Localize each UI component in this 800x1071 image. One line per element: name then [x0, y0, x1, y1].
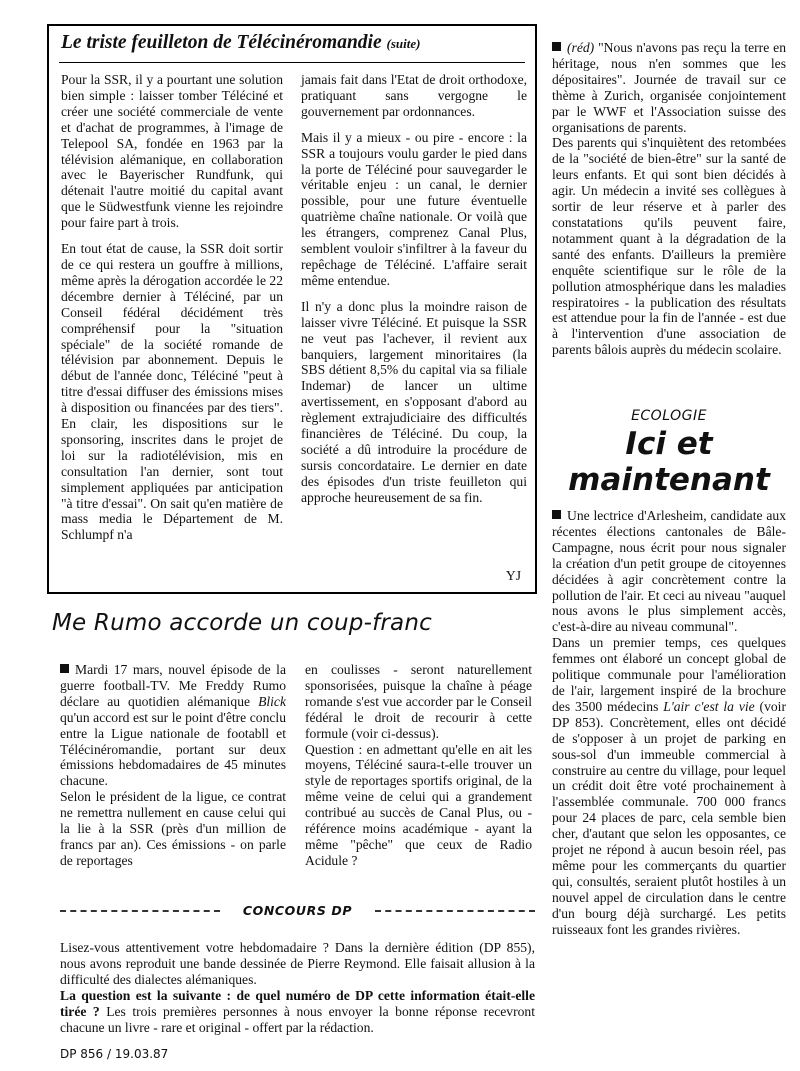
feuilleton-article-box [47, 24, 537, 594]
ecologie-column [552, 508, 786, 937]
feuilleton-paragraph: En tout état de cause, la SSR doit sortir de ce qui restera un gouffre à millions, même après la dérogation accordée le 22 décembre dernier à Téléciné, par un Conseil fédéral décidément très compréhensif pour la "situation spéciale" de la société romande de télévision par abonnement. Depuis le début de l'année donc, Téléciné "peut à titre d'essai diffuser des émissions mises à disposition ou financées par des tiers". En clair, les dispositions sur le sponsoring, inscrites dans le projet de loi sur la radiotélévision, mis en consultation l'an dernier, sont tout simplement appliquées par anticipation "à titre d'essai". On sait qu'en matière de mass media le Département de M. Schlumpf n'a [61, 241, 283, 543]
author-signature: YJ [505, 568, 521, 583]
feuilleton-column-left [61, 72, 283, 543]
red-paragraph: Des parents qui s'inquiètent des retombées de la "société de bien-être" sur la santé de leurs enfants. Et qui sont bien décidés à agir. Un médecin a invité ses collègues à sortir de leur réserve et à parler des constatations qu'ils peuvent faire, notamment quant à la dégradation de la santé des enfants. D'ailleurs la première enquête scientifique sur le rôle de la pollution atmosphérique dans les maladies respiratoires - la publication des résultats est attendue pour la fin de l'année - est due à l'intervention d'une association de parents bâlois auprès du médecin scolaire. [552, 135, 786, 358]
rumo-column-right [305, 662, 532, 869]
red-column [552, 40, 786, 358]
rumo-paragraph: Mardi 17 mars, nouvel épisode de la guerre football-TV. Me Freddy Rumo déclare au quotidien alémanique Blick qu'un accord est sur le point d'être conclu entre la Ligue nationale de footabll et Télécinéromandie, portant sur deux émissions hebdomadaires de 45 minutes chacune. [60, 662, 286, 789]
concours-body [60, 940, 535, 1035]
feuilleton-paragraph: Pour la SSR, il y a pourtant une solution bien simple : laisser tomber Téléciné et créer une société commerciale de vente et d'achat de programmes, à l'image de Telepool SA, fondée en 1963 par la télévision alémanique, en collaboration avec le Bayerischer Rundfunk, qui détenait l'autre moitié du capital avant que le Südwestfunk vienne les rejoindre pour faire part à trois. [61, 72, 283, 231]
ecologie-kicker: ECOLOGIE [631, 408, 707, 424]
feuilleton-title-text: Le triste feuilleton de Télécinéromandie [61, 32, 382, 53]
publication-name: Blick [258, 693, 286, 709]
rumo-paragraph: Question : en admettant qu'elle en ait les moyens, Téléciné saura-t-elle trouver un style de reportages sportifs original, de la même veine de celui qui a grandement contribué au succès de Canal Plus, ou - référence moins académique - ayant la même "pêche" que ceux de Radio Acidule ? [305, 741, 532, 868]
rumo-paragraph: Selon le président de la ligue, ce contrat ne remettra nullement en cause celui qui la lie à la SSR (près d'un million de francs par an). Ces émissions - on parle de reportages [60, 789, 286, 868]
rumo-headline: Me Rumo accorde un coup-franc [52, 610, 432, 636]
editorial-tag: (réd) [567, 40, 595, 55]
bullet-square-icon [552, 42, 561, 51]
rumo-column-left [60, 662, 286, 869]
title-divider [59, 62, 525, 63]
issue-footer: DP 856 / 19.03.87 [60, 1047, 169, 1061]
feuilleton-title-suffix: (suite) [386, 36, 421, 51]
feuilleton-paragraph: Il n'y a donc plus la moindre raison de laisser vivre Téléciné. Et puisque la SSR ne veut pas l'achever, il revient aux banquiers, largement minoritaires (la SBS détient 8,5% du capital via sa filiale Indemar) de lancer un ultime avertissement, en s'opposant d'abord au règlement extrajudiciaire des difficultés financières de Téléciné. Du coup, la société a dû introduire la procédure de sursis concordataire. Le dernier en date des épisodes d'un triste feuilleton qui approche heureusement de sa fin. [301, 298, 527, 505]
feuilleton-paragraph: Mais il y a mieux - ou pire - encore : la SSR a toujours voulu garder le pied dans la porte de Téléciné pour sauvegarder le véritable enjeu : un canal, le dernier possible, pour une future éventuelle quatrième chaîne nationale. Or voilà que les étrangers, comprenez Canal Plus, semblent vouloir s'infiltrer à la faveur du repêchage de Téléciné. L'affaire serait même entendue. [301, 129, 527, 288]
bullet-square-icon [552, 510, 561, 519]
concours-paragraph: La question est la suivante : de quel numéro de DP cette information était-elle tirée ? Les trois premières personnes à nous envoyer la bonne réponse recevront chacune un livre - rare et original - offert par la rédaction. [60, 987, 535, 1035]
ecologie-headline: Ici et maintenant [568, 426, 770, 498]
feuilleton-column-right [301, 72, 527, 506]
concours-title: CONCOURS DP [242, 903, 353, 918]
red-paragraph: (réd) "Nous n'avons pas reçu la terre en héritage, nous n'en sommes que les dépositaires". Journée de travail sur ce thème à Zurich, organisée conjointement par le WWF et l'Association suisse des organisations de parents. [552, 40, 786, 135]
concours-question: de quel numéro de DP cette information était-elle tirée ? [60, 987, 535, 1019]
rumo-paragraph: en coulisses - seront naturellement sponsorisées, puisque la chaîne à péage romande s'est vue accorder par le Conseil fédéral le droit de recourir à cette formule (voir ci-dessus). [305, 662, 532, 741]
concours-paragraph: Lisez-vous attentivement votre hebdomadaire ? Dans la dernière édition (DP 855), nous avons reproduit une bande dessinée de Pierre Reymond. Elle faisait allusion à la difficulté des dialectes alémaniques. [60, 940, 535, 987]
concours-header [60, 900, 535, 922]
brochure-title: L'air c'est la vie [663, 698, 755, 714]
bullet-square-icon [60, 664, 69, 673]
ecologie-paragraph: Une lectrice d'Arlesheim, candidate aux récentes élections cantonales de Bâle-Campagne, nous écrit pour nous signaler la création d'un petit groupe de citoyennes décidées à agir concrètement contre la pollution de l'air. Et ceci au niveau "auquel nous avons le plus simplement accès, c'est-à-dire au niveau communal". [552, 508, 786, 635]
feuilleton-title [61, 32, 420, 54]
feuilleton-paragraph: jamais fait dans l'Etat de droit orthodoxe, pratiquant sans vergogne le gouvernement par ordonnances. [301, 72, 527, 119]
ecologie-paragraph: Dans un premier temps, ces quelques femmes ont élaboré un concept global de politique communale pour l'amélioration de l'air, largement inspiré de la brochure des 3500 médecins L'air c'est la vie (voir DP 853). Concrètement, elles ont décidé de s'opposer à un projet de parking en sous-sol d'un immeuble commercial à construire au centre du village, pour lequel un crédit doit être voté prochainement à l'assemblée communale. 700 000 francs pour 24 places de parc, cela semble bien cher, d'autant que selon les opposantes, ce projet ne répond à aucun besoin réel, pas même pour les commerçants du quartier qui, consultés, seraient plutôt hostiles à un nouvel appel de circulation dans le centre d'un bourg déjà surchargé. Les petits ruisseaux font les grandes rivières. [552, 635, 786, 937]
